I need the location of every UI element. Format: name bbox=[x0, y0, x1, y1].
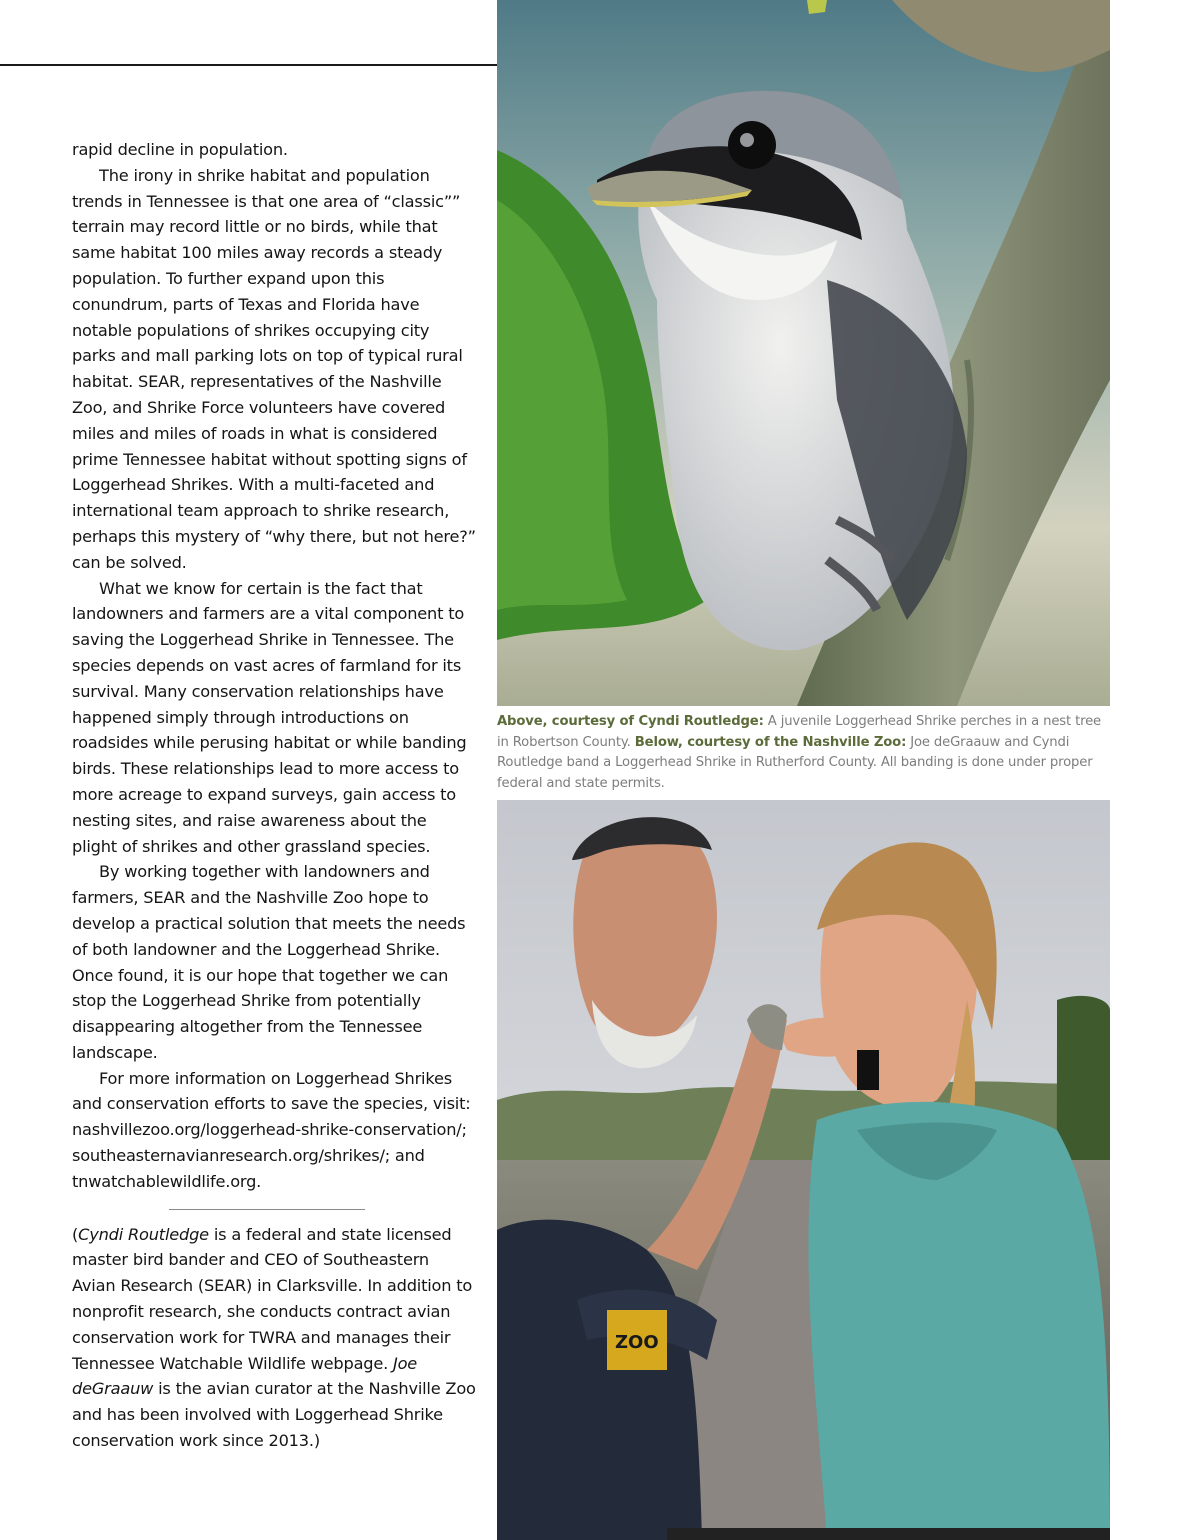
paragraph-2: The irony in shrike habitat and population trends in Tennessee is that one area of “classic”” terrain may record little or no birds, while that same habitat 100 miles away records a steady population. To further expand upon this conundrum, parts of Texas and Florida have notable populations of shrikes occupying city parks and mall parking lots on top of typical rural habitat. SEAR, representatives of the Nashville Zoo, and Shrike Force volunteers have covered miles and miles of roads in what is considered prime Tennessee habitat without spotting signs of Loggerhead Shrikes. With a multi-faceted and international team approach to shrike research, perhaps this mystery of “why there, but not here?” can be solved. bbox=[72, 165, 476, 572]
caption-credit-below: Below, courtesy of the Nashville Zoo: bbox=[634, 734, 907, 750]
paragraph-4: By working together with landowners and farmers, SEAR and the Nashville Zoo hope to develop a practical solution that meets the needs of both landowner and the Loggerhead Shrike. Once found, it is our hope that together we can stop the Loggerhead Shrike from potentially disappearing altogether from the Tennessee landscape. bbox=[72, 862, 466, 1062]
article-body bbox=[72, 137, 476, 1454]
banding-illustration bbox=[497, 800, 1110, 1540]
banding-photo bbox=[497, 800, 1110, 1540]
caption-credit-above: Above, courtesy of Cyndi Routledge: bbox=[497, 714, 764, 729]
paragraph-5: For more information on Loggerhead Shrikes and conservation efforts to save the species, visit: nashvillezoo.org/loggerhead-shrike-conservation/; southeasternavianresearch.org/shrikes/; and tnwatchablewildlife.org. bbox=[72, 1068, 471, 1191]
photo-caption: Above, courtesy of Cyndi Routledge: A juvenile Loggerhead Shrike perches in a nest tree in Robertson County. Below, courtesy of the Nashville Zoo: Joe deGraauw and Cyndi Routledge band a Loggerhead Shrike in Rutherford County. All banding is done under proper federal and state permits. bbox=[497, 714, 1102, 791]
author-name-2: Joe deGraauw bbox=[72, 1353, 418, 1399]
author-name-1: Cyndi Routledge bbox=[78, 1224, 209, 1244]
header-rule bbox=[0, 64, 497, 66]
shirt-logo-text: ZOO bbox=[615, 1332, 659, 1353]
paragraph-3: What we know for certain is the fact that landowners and farmers are a vital component to saving the Loggerhead Shrike in Tennessee. The species depends on vast acres of farmland for its survival. Many conservation relationships have happened simply through introductions on roadsides while perusing habitat or while banding birds. These relationships lead to more access to more acreage to expand surveys, gain access to nesting sites, and raise awareness about the plight of shrikes and other grassland species. bbox=[72, 578, 467, 856]
shrike-photo bbox=[497, 0, 1110, 706]
author-bio: (Cyndi Routledge is a federal and state licensed master bird bander and CEO of Southeastern Avian Research (SEAR) in Clarksville. In addition to nonprofit research, she conducts contract avian conservation work for TWRA and manages their Tennessee Watchable Wildlife webpage. Joe deGraauw is the avian curator at the Nashville Zoo and has been involved with Loggerhead Shrike conservation work since 2013.) bbox=[72, 1224, 476, 1451]
bio-divider bbox=[169, 1209, 365, 1210]
paragraph-1: rapid decline in population. bbox=[72, 140, 288, 159]
shrike-illustration bbox=[497, 0, 1110, 706]
